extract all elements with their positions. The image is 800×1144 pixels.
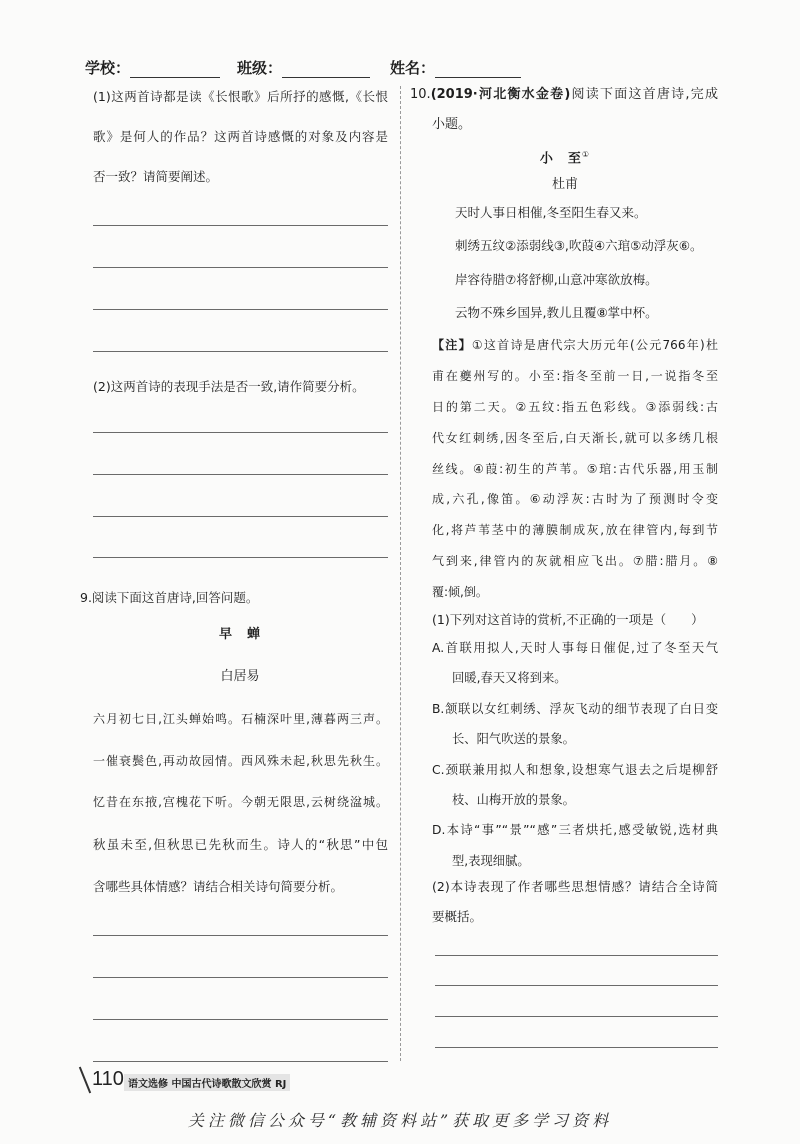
poem-line: 刺绣五纹②添弱线③,吹葭④六琯⑤动浮灰⑥。 [455,238,703,254]
option-line: 型,表现细腻。 [452,853,530,868]
question-10-prompt [410,80,718,140]
answer-line[interactable] [93,225,388,226]
poem-line: 天时人事日相催,冬至阳生春又来。 [455,205,647,220]
poem-author: 白居易 [220,669,260,684]
annotation-lines [432,361,718,608]
sub-question-1: (1)下列对这首诗的赏析,不正确的一项是（ ） [432,612,704,627]
option-c[interactable] [432,755,718,816]
answer-line[interactable] [435,985,718,986]
question-text-line: (2)本诗表现了作者哪些思想情感？请结合全诗简 [432,879,718,894]
poem-line: 六月初七日,江头蝉始鸣。石楠深叶里,薄暮两三声。 [93,712,388,726]
question-instruction: 阅读下面这首唐诗,完成 [570,87,718,102]
question-9-text [93,824,388,908]
poem-body [93,699,388,824]
name-blank[interactable] [435,59,521,78]
option-line: A.首联用拟人,天时人事每日催促,过了冬至天气 [432,641,718,655]
annotation-line: 气到来,律管内的灰就相应飞出。⑦腊:腊月。⑧ [432,554,718,569]
question-8-1 [93,77,388,197]
question-source: (2019·河北衡水金卷) [430,87,571,102]
class-blank[interactable] [282,59,370,78]
answer-line[interactable] [93,1019,388,1020]
answer-line[interactable] [93,267,388,268]
annotation-line: 化,将芦苇茎中的薄膜制成灰,放在律管内,每到节 [432,523,718,538]
footnote-marker: ① [581,150,591,159]
poem-line: 一催衰鬓色,再动故园情。西风殊未起,秋思先秋生。 [93,753,388,768]
poem-line: 岸容待腊⑦将舒柳,山意冲寒欲放梅。 [455,271,658,287]
answer-line[interactable] [93,1061,388,1062]
answer-line[interactable] [93,309,388,310]
school-label: 学校： [85,60,131,77]
page-number: 110 [92,1068,124,1090]
question-text-line: 小题。 [432,117,472,132]
annotation-line: 成,六孔,像笛。⑥动浮灰:古时为了预测时令变 [432,492,718,507]
option-line: B.颔联以女红刺绣、浮灰飞动的细节表现了白日变 [432,701,718,716]
class-label: 班级： [237,60,283,77]
option-line: 枝、山梅开放的景象。 [452,792,575,807]
answer-line[interactable] [93,977,388,978]
annotation-line: 甫在夔州写的。小至:指冬至前一日,一说指冬至 [432,368,718,383]
annotation-line: 日的第二天。②五纹:指五色彩线。③添弱线:古 [432,399,718,414]
question-text-line: 含哪些具体情感？请结合相关诗句简要分析。 [93,879,344,894]
question-text-line [410,80,718,110]
poem-title-block [410,140,720,170]
book-title: 语文选修 中国古代诗歌散文欣赏 RJ [124,1074,290,1091]
annotation-line: 覆:倾,倒。 [432,585,488,600]
annotation-block [432,330,718,608]
question-text-line: (1)这两首诗都是读《长恨歌》后所抒的感慨,《长恨 [93,89,388,104]
poem-line: 忆昔在东掖,宫槐花下听。今朝无限思,云树绕湓城。 [93,795,388,809]
option-a[interactable] [432,633,718,694]
name-label: 姓名： [390,60,436,77]
poem-title: 小 至 [539,151,582,167]
question-text-line: 歌》是何人的作品？这两首诗感慨的对象及内容是 [93,129,388,144]
name-field [390,52,521,78]
page-slash-decoration [79,1067,91,1094]
answer-line[interactable] [93,432,388,433]
annotation-line [432,330,718,361]
promo-footer: 关注微信公众号“教辅资料站”获取更多学习资料 [187,1111,613,1130]
option-line: 回暖,春天又将到来。 [452,671,567,686]
answer-line[interactable] [93,516,388,517]
sub-question-2 [432,872,718,932]
annotation-line: 丝线。④葭:初生的芦苇。⑤琯:古代乐器,用玉制 [432,461,718,476]
answer-line[interactable] [435,1016,718,1017]
answer-line[interactable] [93,557,388,558]
annotation-line: 代女红刺绣,因冬至后,白天渐长,就可以多绣几根 [432,430,718,445]
option-line: 长、阳气吹送的景象。 [452,732,575,747]
poem-author: 杜甫 [551,177,578,192]
class-field [237,52,370,78]
answer-line[interactable] [93,351,388,352]
question-number: 10. [410,87,431,102]
question-text-line: 秋虽未至,但秋思已先秋而生。诗人的“秋思”中包 [93,837,388,852]
poem-body [455,196,718,330]
question-text-line: 要概括。 [432,909,483,924]
answer-line[interactable] [93,935,388,936]
school-field [85,52,220,78]
answer-line[interactable] [93,474,388,475]
poem-line: 云物不殊乡国异,教儿且覆⑧掌中杯。 [455,305,658,321]
question-9-prompt: 9.阅读下面这首唐诗,回答问题。 [80,590,259,605]
school-blank[interactable] [130,59,220,78]
option-d[interactable] [432,815,718,876]
answer-line[interactable] [435,1047,718,1048]
option-line: D.本诗“事”“景”“感”三者烘托,感受敏锐,选材典 [432,823,718,838]
question-8-2 [93,367,388,407]
option-line: C.颈联兼用拟人和想象,设想寒气退去之后堤柳舒 [432,762,718,777]
annotation-label: 【注】 [432,338,472,352]
option-b[interactable] [432,694,718,755]
question-text-line: 否一致？请简要阐述。 [93,169,219,184]
annotation-text: ①这首诗是唐代宗大历元年(公元766年)杜 [471,338,718,352]
question-text-line: (2)这两首诗的表现手法是否一致,请作简要分析。 [93,379,365,394]
column-divider [400,86,401,1061]
choice-options [432,633,718,876]
poem-title: 早 蝉 [218,627,261,642]
answer-line[interactable] [435,955,718,956]
